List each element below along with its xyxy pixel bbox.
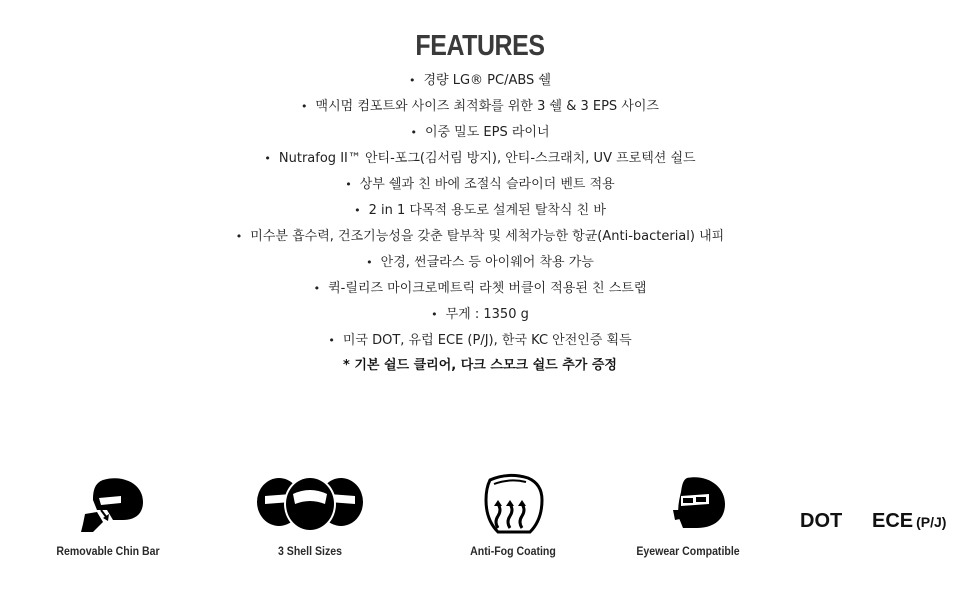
ece-text: ECE: [872, 510, 914, 532]
feature-item: [0, 200, 960, 226]
feature-text: 미국 DOT, 유럽 ECE (P/J), 한국 KC 안전인증 획득: [342, 333, 632, 348]
feature-item: [0, 278, 960, 304]
feature-text: Nutrafog II™ 안티-포그(김서림 방지), 안티-스크래치, UV 프로텍션 쉴드: [278, 151, 696, 166]
feature-list: [0, 70, 960, 356]
bullet: •: [328, 334, 335, 347]
bullet: •: [354, 204, 361, 217]
icon-label: Removable Chin Bar: [56, 544, 160, 558]
icon-three-shell-sizes: [240, 470, 380, 558]
feature-item: [0, 252, 960, 278]
bullet: •: [431, 308, 438, 321]
ece-pj-text: (P/J): [916, 514, 947, 530]
bullet: •: [345, 178, 352, 191]
bullet: •: [410, 126, 417, 139]
icon-eyewear-compatible: [618, 470, 758, 558]
feature-item: [0, 122, 960, 148]
page-title: FEATURES: [415, 30, 545, 62]
helmet-chin-bar-icon: [63, 470, 153, 540]
bullet: •: [264, 152, 271, 165]
feature-text: 2 in 1 다목적 용도로 설계된 탈착식 친 바: [368, 203, 606, 218]
feature-text: 상부 쉘과 친 바에 조절식 슬라이더 벤트 적용: [359, 177, 615, 192]
bonus-note: * 기본 쉴드 클리어, 다크 스모크 쉴드 추가 증정: [343, 358, 617, 373]
feature-item: [0, 96, 960, 122]
feature-text: 퀵-릴리즈 마이크로메트릭 라쳇 버클이 적용된 친 스트랩: [328, 281, 647, 296]
feature-text: 이중 밀도 EPS 라이너: [424, 125, 550, 140]
icon-anti-fog-coating: [443, 470, 583, 558]
feature-item: [0, 174, 960, 200]
feature-text: 맥시멈 컴포트와 사이즈 최적화를 위한 3 쉘 & 3 EPS 사이즈: [315, 99, 659, 114]
anti-fog-visor-icon: [468, 470, 558, 540]
icon-label: Eyewear Compatible: [636, 544, 740, 558]
feature-item: [0, 148, 960, 174]
feature-text: 안경, 썬글라스 등 아이웨어 착용 가능: [380, 255, 594, 270]
bullet: •: [313, 282, 321, 295]
icon-removable-chin-bar: [38, 470, 178, 558]
bullet: •: [408, 74, 416, 87]
three-shells-icon: [255, 470, 365, 540]
feature-item: [0, 304, 960, 330]
icon-label: Anti-Fog Coating: [470, 544, 556, 558]
feature-item: [0, 70, 960, 96]
feature-item: [0, 226, 960, 252]
bullet: •: [301, 100, 308, 113]
feature-item: [0, 330, 960, 356]
feature-text: 무게 : 1350 g: [445, 307, 529, 322]
feature-text: 경량 LG® PC/ABS 쉘: [423, 73, 552, 88]
dot-cert-logo: DOT: [800, 510, 843, 532]
icon-label: 3 Shell Sizes: [278, 544, 342, 558]
feature-text: 미수분 흡수력, 건조기능성을 갖춘 탈부착 및 세척가능한 항균(Anti-bacterial) 내피: [250, 229, 725, 244]
bullet: •: [366, 256, 373, 269]
bullet: •: [235, 230, 243, 243]
helmet-eyewear-icon: [643, 470, 733, 540]
ece-cert-logo: [872, 510, 946, 533]
